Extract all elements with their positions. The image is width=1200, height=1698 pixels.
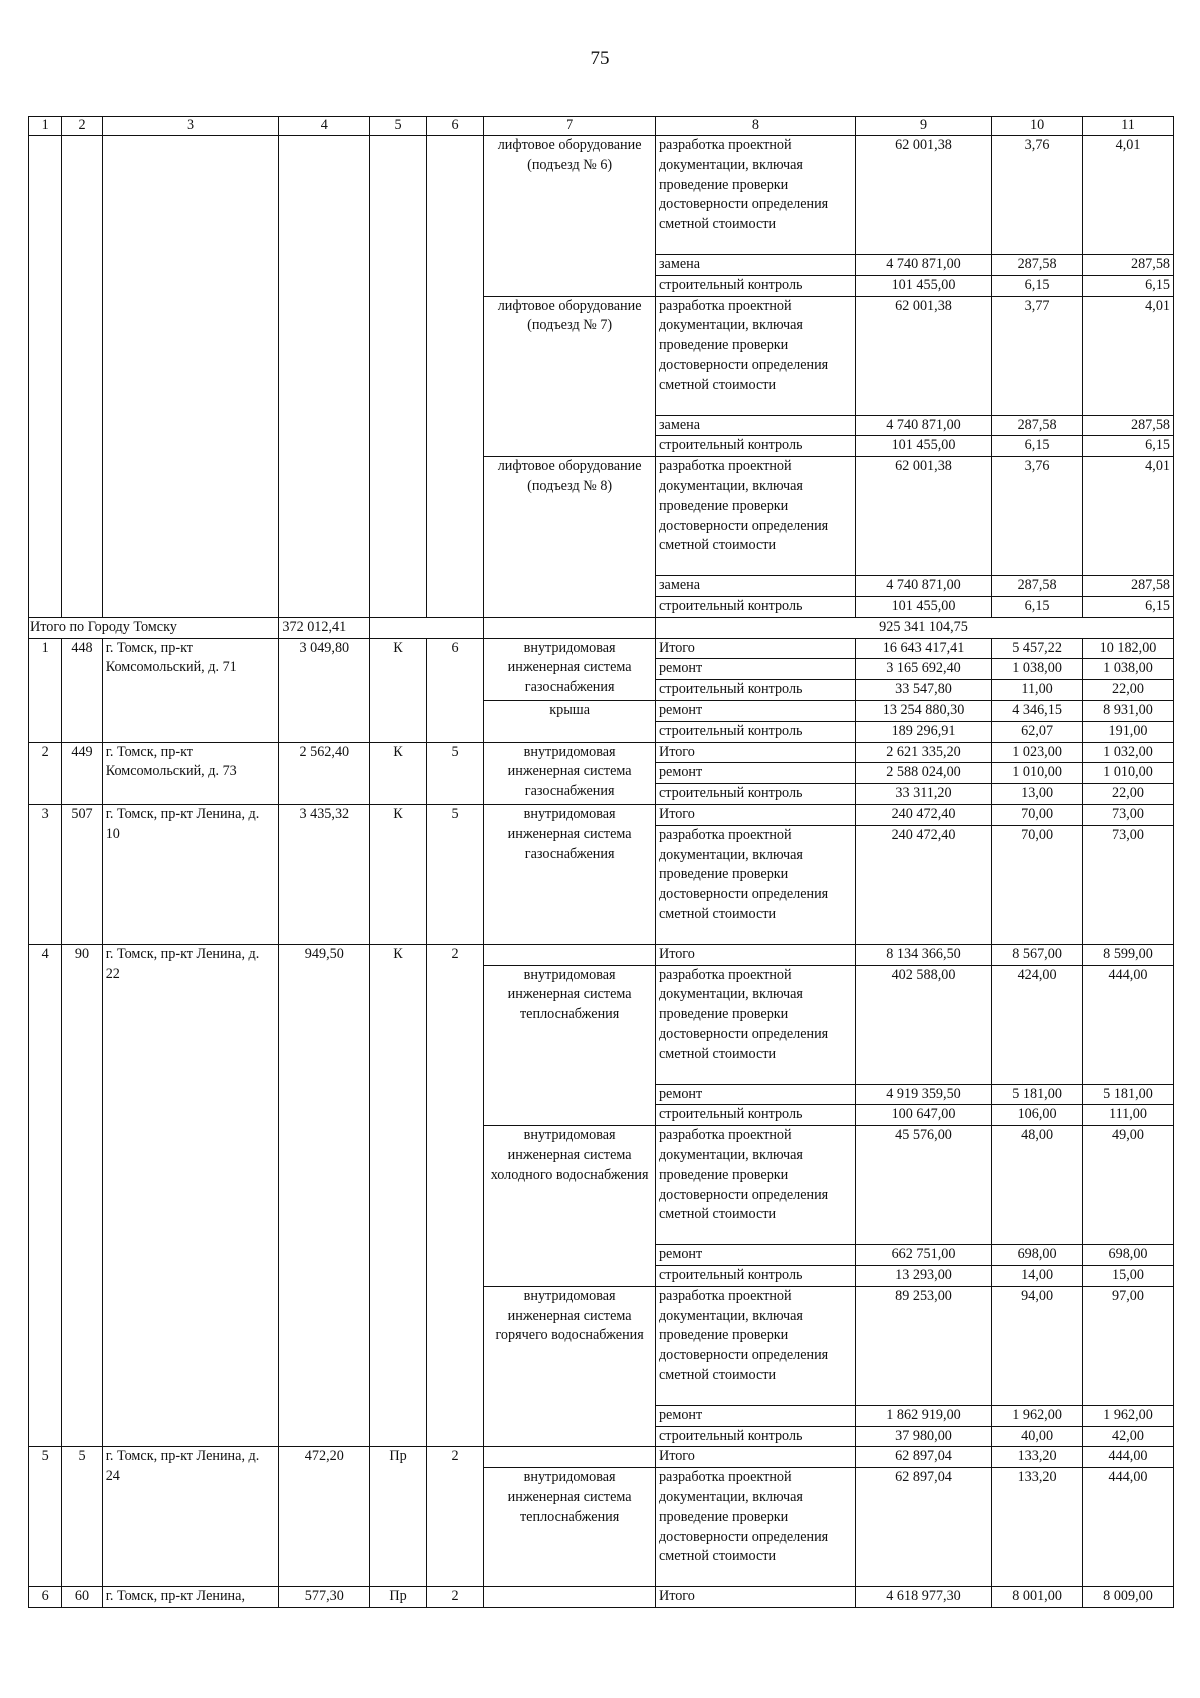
- unit-cost-value: 94,00: [992, 1286, 1083, 1405]
- header-cell: 9: [855, 117, 991, 136]
- cont-col-6: [426, 136, 484, 618]
- building-area: 472,20: [279, 1447, 370, 1587]
- building-address: г. Томск, пр-кт Ленина, д. 22: [102, 944, 279, 1447]
- limit-cost-value: 22,00: [1083, 784, 1174, 805]
- work-type: разработка проектной документации, включая проведение проверки достоверности определения сметной стоимости: [655, 136, 855, 255]
- work-type: строительный контроль: [655, 721, 855, 742]
- cont-col-2: [62, 136, 102, 618]
- building-floors: 2: [426, 944, 484, 1447]
- cost-value: 62 001,38: [855, 457, 991, 576]
- cost-value: 2 588 024,00: [855, 763, 991, 784]
- element-name: внутридомовая инженерная система газоснабжения: [484, 742, 656, 804]
- row-number: 3: [29, 804, 62, 944]
- cost-value: 101 455,00: [855, 436, 991, 457]
- building-type: К: [370, 804, 427, 944]
- element-name: внутридомовая инженерная система холодного водоснабжения: [484, 1126, 656, 1287]
- building-address: г. Томск, пр-кт Комсомольский, д. 73: [102, 742, 279, 804]
- work-type: ремонт: [655, 1084, 855, 1105]
- unit-cost-value: 106,00: [992, 1105, 1083, 1126]
- cost-value: 62 001,38: [855, 296, 991, 415]
- cost-value: 89 253,00: [855, 1286, 991, 1405]
- table-row: [29, 944, 1174, 965]
- element-name: внутридомовая инженерная система теплоснабжения: [484, 965, 656, 1126]
- building-floors: 5: [426, 804, 484, 944]
- cost-value: 16 643 417,41: [855, 638, 991, 659]
- limit-cost-value: 191,00: [1083, 721, 1174, 742]
- work-type: ремонт: [655, 1405, 855, 1426]
- cost-value: 189 296,91: [855, 721, 991, 742]
- table-cell: [484, 944, 656, 965]
- row-number: 6: [29, 1587, 62, 1608]
- unit-cost-value: 133,20: [992, 1468, 1083, 1587]
- cost-value: 402 588,00: [855, 965, 991, 1084]
- header-cell: 3: [102, 117, 279, 136]
- unit-cost-value: 70,00: [992, 804, 1083, 825]
- work-type: разработка проектной документации, включая проведение проверки достоверности определения сметной стоимости: [655, 1286, 855, 1405]
- unit-cost-value: 11,00: [992, 680, 1083, 701]
- unit-cost-value: 287,58: [992, 415, 1083, 436]
- table-row: [29, 136, 1174, 255]
- unit-cost-value: 3,76: [992, 136, 1083, 255]
- header-cell: 10: [992, 117, 1083, 136]
- unit-cost-value: 4 346,15: [992, 700, 1083, 721]
- limit-cost-value: 1 038,00: [1083, 659, 1174, 680]
- work-type: разработка проектной документации, включая проведение проверки достоверности определения сметной стоимости: [655, 825, 855, 944]
- work-type: Итого: [655, 944, 855, 965]
- page-number: 75: [590, 48, 610, 69]
- building-area: 2 562,40: [279, 742, 370, 804]
- work-type: Итого: [655, 742, 855, 763]
- unit-cost-value: 3,76: [992, 457, 1083, 576]
- element-name: лифтовое оборудование (подъезд № 7): [484, 296, 656, 457]
- limit-cost-value: 287,58: [1083, 415, 1174, 436]
- work-type: разработка проектной документации, включая проведение проверки достоверности определения сметной стоимости: [655, 1126, 855, 1245]
- cost-value: 45 576,00: [855, 1126, 991, 1245]
- limit-cost-value: 287,58: [1083, 255, 1174, 276]
- work-type: строительный контроль: [655, 436, 855, 457]
- work-type: Итого: [655, 1587, 855, 1608]
- limit-cost-value: 287,58: [1083, 576, 1174, 597]
- limit-cost-value: 8 009,00: [1083, 1587, 1174, 1608]
- unit-cost-value: 1 023,00: [992, 742, 1083, 763]
- cost-value: 100 647,00: [855, 1105, 991, 1126]
- building-address: г. Томск, пр-кт Ленина,: [102, 1587, 279, 1608]
- unit-cost-value: 698,00: [992, 1245, 1083, 1266]
- building-floors: 2: [426, 1447, 484, 1587]
- building-area: 577,30: [279, 1587, 370, 1608]
- table-cell: [426, 617, 484, 638]
- limit-cost-value: 444,00: [1083, 1447, 1174, 1468]
- cost-value: 33 547,80: [855, 680, 991, 701]
- limit-cost-value: 42,00: [1083, 1426, 1174, 1447]
- unit-cost-value: 287,58: [992, 576, 1083, 597]
- building-id: 90: [62, 944, 102, 1447]
- header-cell: 7: [484, 117, 656, 136]
- cost-value: 62 897,04: [855, 1468, 991, 1587]
- work-type: замена: [655, 415, 855, 436]
- limit-cost-value: 1 010,00: [1083, 763, 1174, 784]
- cost-value: 4 740 871,00: [855, 576, 991, 597]
- building-address: г. Томск, пр-кт Ленина, д. 10: [102, 804, 279, 944]
- unit-cost-value: 3,77: [992, 296, 1083, 415]
- unit-cost-value: 1 962,00: [992, 1405, 1083, 1426]
- building-type: К: [370, 742, 427, 804]
- cont-col-4: [279, 136, 370, 618]
- work-type: Итого: [655, 638, 855, 659]
- table-cell: [370, 617, 427, 638]
- building-type: К: [370, 944, 427, 1447]
- cost-value: 33 311,20: [855, 784, 991, 805]
- work-type: замена: [655, 576, 855, 597]
- work-type: разработка проектной документации, включая проведение проверки достоверности определения сметной стоимости: [655, 1468, 855, 1587]
- unit-cost-value: 6,15: [992, 596, 1083, 617]
- building-address: г. Томск, пр-кт Комсомольский, д. 71: [102, 638, 279, 742]
- limit-cost-value: 4,01: [1083, 136, 1174, 255]
- cost-value: 240 472,40: [855, 804, 991, 825]
- work-type: строительный контроль: [655, 1265, 855, 1286]
- building-area: 3 435,32: [279, 804, 370, 944]
- limit-cost-value: 8 931,00: [1083, 700, 1174, 721]
- limit-cost-value: 5 181,00: [1083, 1084, 1174, 1105]
- cost-value: 62 001,38: [855, 136, 991, 255]
- city-total-row: [29, 617, 1174, 638]
- unit-cost-value: 14,00: [992, 1265, 1083, 1286]
- cost-value: 240 472,40: [855, 825, 991, 944]
- table-cell: [484, 617, 656, 638]
- limit-cost-value: 444,00: [1083, 965, 1174, 1084]
- building-type: Пр: [370, 1447, 427, 1587]
- limit-cost-value: 444,00: [1083, 1468, 1174, 1587]
- building-floors: 2: [426, 1587, 484, 1608]
- cost-value: 2 621 335,20: [855, 742, 991, 763]
- row-number: 1: [29, 638, 62, 742]
- cost-value: 662 751,00: [855, 1245, 991, 1266]
- header-cell: 5: [370, 117, 427, 136]
- element-name: внутридомовая инженерная система теплоснабжения: [484, 1468, 656, 1587]
- work-type: Итого: [655, 804, 855, 825]
- table-row: [29, 742, 1174, 763]
- building-type: Пр: [370, 1587, 427, 1608]
- limit-cost-value: 111,00: [1083, 1105, 1174, 1126]
- work-type: разработка проектной документации, включая проведение проверки достоверности определения сметной стоимости: [655, 965, 855, 1084]
- work-type: замена: [655, 255, 855, 276]
- building-id: 60: [62, 1587, 102, 1608]
- unit-cost-value: 8 567,00: [992, 944, 1083, 965]
- work-type: строительный контроль: [655, 1426, 855, 1447]
- building-type: К: [370, 638, 427, 742]
- unit-cost-value: 40,00: [992, 1426, 1083, 1447]
- unit-cost-value: 1 038,00: [992, 659, 1083, 680]
- element-name: лифтовое оборудование (подъезд № 6): [484, 136, 656, 297]
- limit-cost-value: 4,01: [1083, 457, 1174, 576]
- cont-col-5: [370, 136, 427, 618]
- repair-register-table: [28, 116, 1174, 1608]
- unit-cost-value: 48,00: [992, 1126, 1083, 1245]
- building-floors: 5: [426, 742, 484, 804]
- unit-cost-value: 70,00: [992, 825, 1083, 944]
- cont-col-1: [29, 136, 62, 618]
- building-area: 3 049,80: [279, 638, 370, 742]
- unit-cost-value: 133,20: [992, 1447, 1083, 1468]
- unit-cost-value: 1 010,00: [992, 763, 1083, 784]
- row-number: 4: [29, 944, 62, 1447]
- work-type: строительный контроль: [655, 275, 855, 296]
- limit-cost-value: 97,00: [1083, 1286, 1174, 1405]
- unit-cost-value: 8 001,00: [992, 1587, 1083, 1608]
- limit-cost-value: 698,00: [1083, 1245, 1174, 1266]
- work-type: строительный контроль: [655, 596, 855, 617]
- cost-value: 4 740 871,00: [855, 415, 991, 436]
- building-floors: 6: [426, 638, 484, 742]
- cost-value: 13 293,00: [855, 1265, 991, 1286]
- unit-cost-value: 287,58: [992, 255, 1083, 276]
- limit-cost-value: 1 962,00: [1083, 1405, 1174, 1426]
- column-number-header: [29, 117, 1174, 136]
- cost-value: 101 455,00: [855, 596, 991, 617]
- unit-cost-value: 62,07: [992, 721, 1083, 742]
- limit-cost-value: 22,00: [1083, 680, 1174, 701]
- row-number: 5: [29, 1447, 62, 1587]
- table-cell: [484, 1587, 656, 1608]
- limit-cost-value: 8 599,00: [1083, 944, 1174, 965]
- table-row: [29, 804, 1174, 825]
- city-total-sum: 925 341 104,75: [855, 617, 991, 638]
- table-cell: [655, 617, 855, 638]
- element-name: лифтовое оборудование (подъезд № 8): [484, 457, 656, 618]
- cost-value: 101 455,00: [855, 275, 991, 296]
- header-cell: 2: [62, 117, 102, 136]
- cost-value: 8 134 366,50: [855, 944, 991, 965]
- building-address: г. Томск, пр-кт Ленина, д. 24: [102, 1447, 279, 1587]
- building-id: 449: [62, 742, 102, 804]
- work-type: строительный контроль: [655, 784, 855, 805]
- limit-cost-value: 15,00: [1083, 1265, 1174, 1286]
- limit-cost-value: 10 182,00: [1083, 638, 1174, 659]
- building-id: 507: [62, 804, 102, 944]
- cost-value: 62 897,04: [855, 1447, 991, 1468]
- work-type: строительный контроль: [655, 680, 855, 701]
- register-sheet: [28, 116, 1174, 1608]
- header-cell: 1: [29, 117, 62, 136]
- header-cell: 11: [1083, 117, 1174, 136]
- element-name: внутридомовая инженерная система горячего водоснабжения: [484, 1286, 656, 1447]
- table-cell: [1083, 617, 1174, 638]
- table-cell: [484, 1447, 656, 1468]
- work-type: строительный контроль: [655, 1105, 855, 1126]
- limit-cost-value: 6,15: [1083, 436, 1174, 457]
- limit-cost-value: 49,00: [1083, 1126, 1174, 1245]
- table-cell: [992, 617, 1083, 638]
- limit-cost-value: 6,15: [1083, 275, 1174, 296]
- cost-value: 4 740 871,00: [855, 255, 991, 276]
- header-cell: 4: [279, 117, 370, 136]
- work-type: ремонт: [655, 1245, 855, 1266]
- work-type: ремонт: [655, 700, 855, 721]
- building-id: 448: [62, 638, 102, 742]
- cost-value: 4 618 977,30: [855, 1587, 991, 1608]
- limit-cost-value: 1 032,00: [1083, 742, 1174, 763]
- unit-cost-value: 5 457,22: [992, 638, 1083, 659]
- cost-value: 1 862 919,00: [855, 1405, 991, 1426]
- unit-cost-value: 6,15: [992, 436, 1083, 457]
- work-type: ремонт: [655, 763, 855, 784]
- table-row: [29, 1587, 1174, 1608]
- cost-value: 37 980,00: [855, 1426, 991, 1447]
- work-type: ремонт: [655, 659, 855, 680]
- cost-value: 3 165 692,40: [855, 659, 991, 680]
- unit-cost-value: 6,15: [992, 275, 1083, 296]
- row-number: 2: [29, 742, 62, 804]
- limit-cost-value: 73,00: [1083, 804, 1174, 825]
- unit-cost-value: 13,00: [992, 784, 1083, 805]
- element-name: внутридомовая инженерная система газоснабжения: [484, 804, 656, 944]
- work-type: разработка проектной документации, включая проведение проверки достоверности определения сметной стоимости: [655, 457, 855, 576]
- building-id: 5: [62, 1447, 102, 1587]
- cost-value: 4 919 359,50: [855, 1084, 991, 1105]
- table-row: [29, 638, 1174, 659]
- header-cell: 8: [655, 117, 855, 136]
- unit-cost-value: 424,00: [992, 965, 1083, 1084]
- work-type: Итого: [655, 1447, 855, 1468]
- table-row: [29, 1447, 1174, 1468]
- limit-cost-value: 6,15: [1083, 596, 1174, 617]
- city-total-label: Итого по Городу Томску: [29, 617, 279, 638]
- building-area: 949,50: [279, 944, 370, 1447]
- cost-value: 13 254 880,30: [855, 700, 991, 721]
- limit-cost-value: 73,00: [1083, 825, 1174, 944]
- city-total-area: 372 012,41: [279, 617, 370, 638]
- element-name: внутридомовая инженерная система газоснабжения: [484, 638, 656, 700]
- element-name: крыша: [484, 700, 656, 742]
- cont-col-3: [102, 136, 279, 618]
- unit-cost-value: 5 181,00: [992, 1084, 1083, 1105]
- header-cell: 6: [426, 117, 484, 136]
- limit-cost-value: 4,01: [1083, 296, 1174, 415]
- work-type: разработка проектной документации, включая проведение проверки достоверности определения сметной стоимости: [655, 296, 855, 415]
